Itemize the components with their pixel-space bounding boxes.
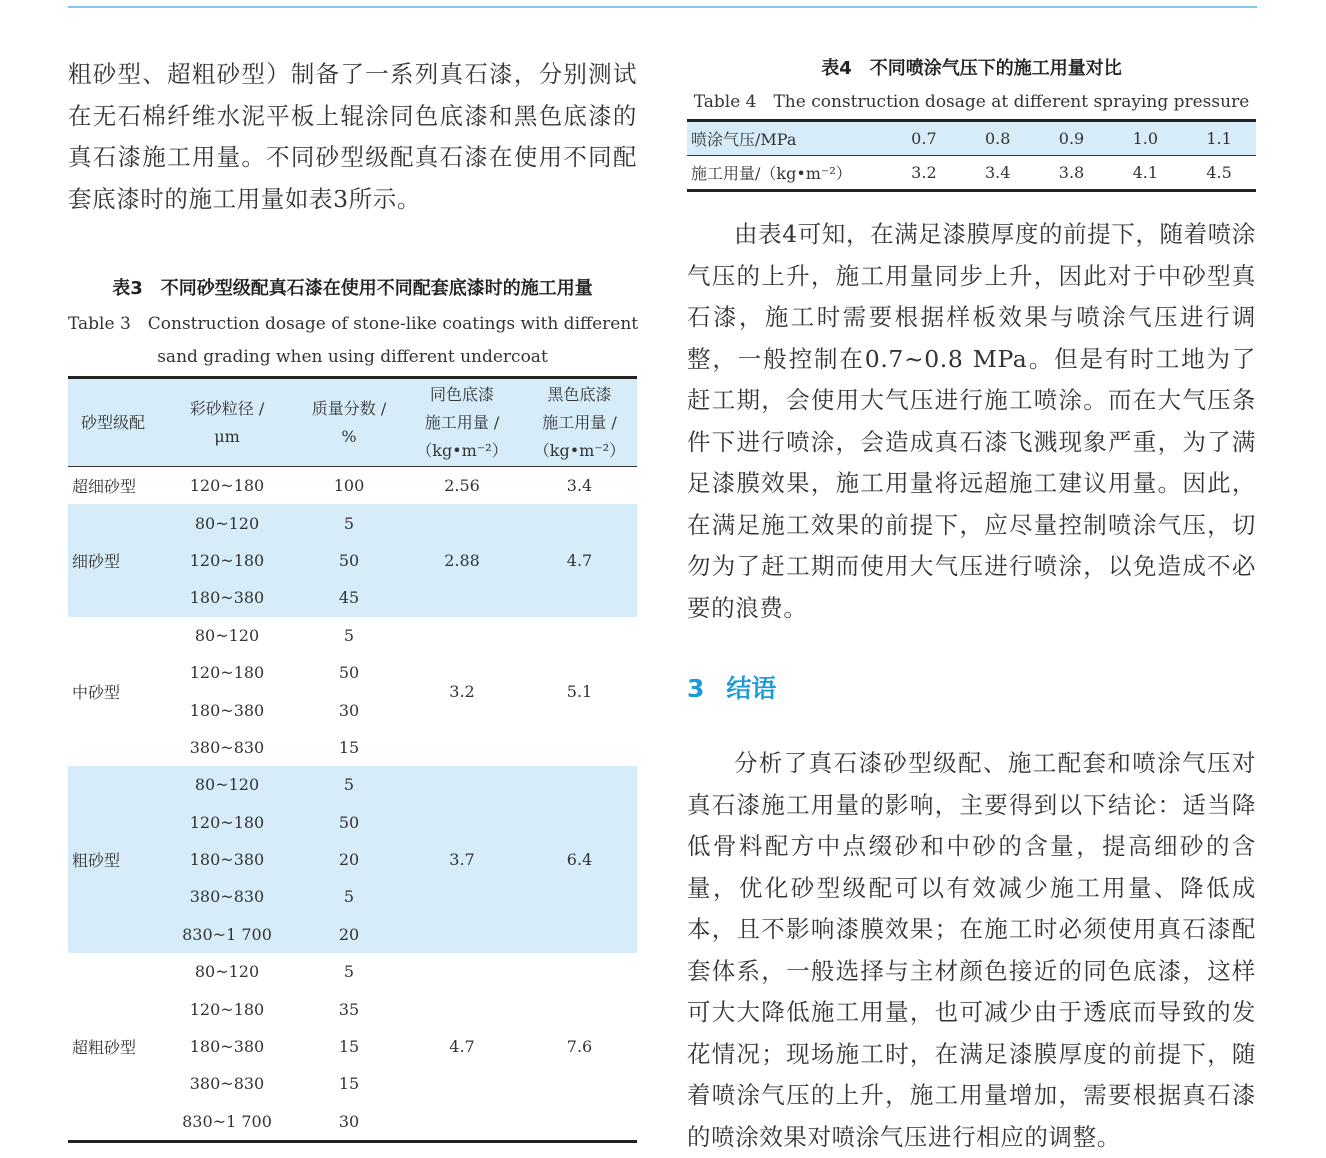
table3-size-cell: 180~380 <box>189 1037 265 1057</box>
table3-size-cell: 830~1 700 <box>182 1111 272 1131</box>
table-row <box>68 617 637 654</box>
table3-black-cell: 6.4 <box>522 766 637 953</box>
table3 <box>68 376 637 1143</box>
table4 <box>687 119 1256 192</box>
table3-caption-en-2: sand grading when using different undercoat <box>157 347 548 367</box>
table3-header-mass: 质量分数 / % <box>296 378 402 467</box>
table3-grading-cell: 细砂型 <box>68 504 158 616</box>
table3-mass-cell: 5 <box>296 766 402 803</box>
top-rule <box>68 6 1257 8</box>
table3-size-cell: 80~120 <box>158 766 296 803</box>
section-number: 3 <box>687 674 705 703</box>
table3-mass-cell: 15 <box>338 737 360 757</box>
table3-grading-cell: 超粗砂型 <box>72 1038 137 1058</box>
table4-caption-en: Table 4 The construction dosage at different spraying pressure <box>693 92 1250 112</box>
table3-size-cell: 80~120 <box>158 504 296 541</box>
table-row <box>68 953 637 990</box>
table3-same-color-cell: 2.88 <box>402 504 522 616</box>
table3-mass-cell: 5 <box>296 504 402 541</box>
table3-size-cell: 380~830 <box>189 1074 265 1094</box>
table3-same-color-cell: 4.7 <box>449 1037 475 1057</box>
table3-size-cell: 380~830 <box>189 737 265 757</box>
table3-grading-cell: 中砂型 <box>72 682 121 702</box>
table4-pressure-row <box>687 121 1256 156</box>
table3-size-cell: 120~180 <box>158 804 296 841</box>
table4-pressure-cell: 0.8 <box>961 121 1035 156</box>
table3-mass-cell: 5 <box>296 878 402 915</box>
table4-pressure-cell: 0.7 <box>887 121 961 156</box>
table3-mass-cell: 100 <box>333 476 365 496</box>
body-paragraph-1: 粗砂型、超粗砂型）制备了一系列真石漆，分别测试在无石棉纤维水泥平板上辊涂同色底漆和黑色底漆的真石漆施工用量。不同砂型级配真石漆在使用不同配套底漆时的施工用量如表3所示。 <box>68 60 637 213</box>
table3-mass-cell: 50 <box>296 542 402 579</box>
body-paragraph-3: 分析了真石漆砂型级配、施工配套和喷涂气压对真石漆施工用量的影响，主要得到以下结论：适当降低骨料配方中点缀砂和中砂的含量，提高细砂的含量，优化砂型级配可以有效减少施工用量、降低成本，且不影响漆膜效果；在施工时必须使用真石漆配套体系，一般选择与主材颜色接近的同色底漆，这样可大大降低施工用量，也可减少由于透底而导致的发花情况；现场施工时，在满足漆膜厚度的前提下，随着喷涂气压的上升，施工用量增加，需要根据真石漆的喷涂效果对喷涂气压进行相应的调整。 <box>687 749 1256 1151</box>
table4-pressure-cell: 1.1 <box>1182 121 1256 156</box>
right-column <box>687 54 1256 1158</box>
table3-same-color-cell: 3.2 <box>449 681 475 701</box>
table4-dosage-cell: 4.1 <box>1132 163 1159 182</box>
table3-mass-cell: 30 <box>338 1111 360 1131</box>
table3-mass-cell: 15 <box>338 1074 360 1094</box>
table4-dosage-cell: 3.2 <box>911 163 937 182</box>
table4-dosage-label: 施工用量/（kg•m⁻²） <box>691 164 852 183</box>
table3-black-cell: 7.6 <box>566 1037 593 1057</box>
table3-size-cell: 120~180 <box>189 999 265 1019</box>
table4-pressure-cell: 0.9 <box>1035 121 1109 156</box>
table3-mass-cell: 5 <box>343 962 355 982</box>
table3-same-color-cell: 3.7 <box>402 766 522 953</box>
table3-black-cell: 3.4 <box>566 476 593 496</box>
table3-mass-cell: 50 <box>338 663 360 683</box>
table3-mass-cell: 35 <box>338 999 360 1019</box>
table3-size-cell: 80~120 <box>194 625 260 645</box>
body-paragraph-2: 由表4可知，在满足漆膜厚度的前提下，随着喷涂气压的上升，施工用量同步上升，因此对于中砂型真石漆，施工时需要根据样板效果与喷涂气压进行调整，一般控制在0.7~0.8 MPa。但是有时工地为了赶工期，会使用大气压进行施工喷涂。而在大气压条件下进行喷涂，会造成真石漆飞溅现象严重，为了满足漆膜效果，施工用量将远超施工建议用量。因此，在满足施工效果的前提下，应尽量控制喷涂气压，切勿为了赶工期而使用大气压进行喷涂，以免造成不必要的浪费。 <box>687 220 1256 622</box>
section-title: 结语 <box>726 674 777 703</box>
table3-black-cell: 5.1 <box>566 681 593 701</box>
table3-mass-cell: 20 <box>296 841 402 878</box>
table4-caption-cn: 表4 不同喷涂气压下的施工用量对比 <box>821 58 1122 79</box>
left-column <box>68 54 637 1143</box>
table3-header-black: 黑色底漆 施工用量 / （kg•m⁻²） <box>522 378 637 467</box>
table3-same-color-cell: 2.56 <box>444 476 480 496</box>
table4-dosage-cell: 3.8 <box>1058 163 1085 182</box>
table3-mass-cell: 45 <box>296 579 402 616</box>
table3-size-cell: 120~180 <box>158 542 296 579</box>
table3-size-cell: 830~1 700 <box>158 916 296 953</box>
table3-header-size: 彩砂粒径 / μm <box>158 378 296 467</box>
table3-caption-en-1: Table 3 Construction dosage of stone-like coatings with different <box>68 314 639 334</box>
table-row <box>68 766 637 803</box>
table3-body <box>68 467 637 1142</box>
table3-header-row <box>68 378 637 467</box>
table3-mass-cell: 50 <box>296 804 402 841</box>
table4-pressure-label: 喷涂气压/MPa <box>687 121 887 156</box>
table3-black-cell: 4.7 <box>522 504 637 616</box>
table3-size-cell: 180~380 <box>158 579 296 616</box>
table-row <box>68 467 637 505</box>
table4-pressure-cell: 1.0 <box>1108 121 1182 156</box>
table3-caption-cn: 表3 不同砂型级配真石漆在使用不同配套底漆时的施工用量 <box>112 278 593 299</box>
table4-dosage-cell: 4.5 <box>1206 163 1232 182</box>
table3-size-cell: 80~120 <box>194 962 260 982</box>
section-heading <box>687 669 1256 705</box>
table3-grading-cell: 超细砂型 <box>72 477 137 497</box>
table3-mass-cell: 20 <box>296 916 402 953</box>
table3-header-same-color: 同色底漆 施工用量 / （kg•m⁻²） <box>402 378 522 467</box>
table-row <box>68 504 637 541</box>
table4-dosage-cell: 3.4 <box>984 163 1011 182</box>
table3-mass-cell: 15 <box>338 1037 360 1057</box>
table3-mass-cell: 5 <box>343 625 355 645</box>
table3-size-cell: 380~830 <box>158 878 296 915</box>
table3-size-cell: 120~180 <box>189 476 265 496</box>
table3-size-cell: 120~180 <box>189 663 265 683</box>
table3-header-grading: 砂型级配 <box>68 378 158 467</box>
table4-dosage-row <box>687 156 1256 191</box>
table3-size-cell: 180~380 <box>158 841 296 878</box>
table3-grading-cell: 粗砂型 <box>68 766 158 953</box>
table3-size-cell: 180~380 <box>189 700 265 720</box>
table3-mass-cell: 30 <box>338 700 360 720</box>
